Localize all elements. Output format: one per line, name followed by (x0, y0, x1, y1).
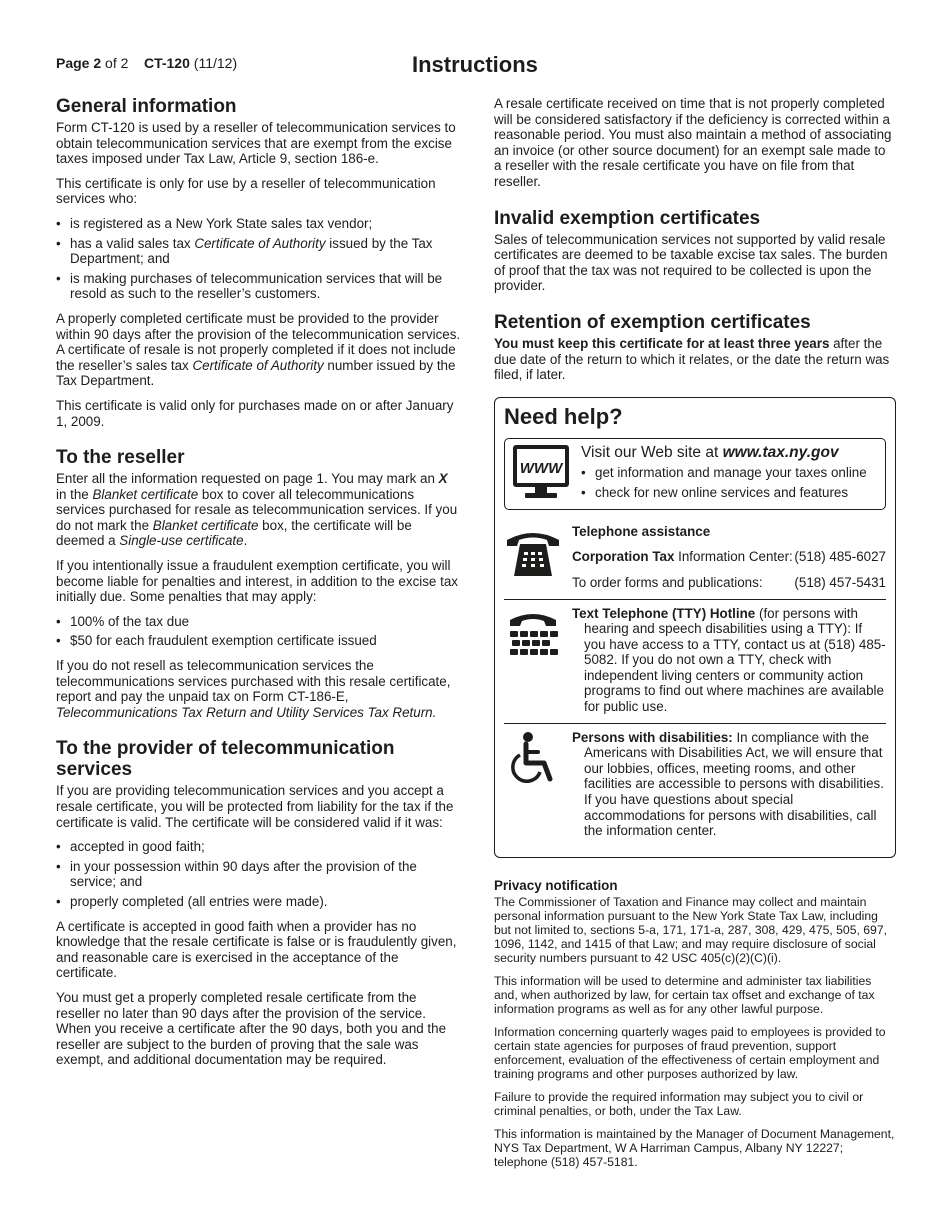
privacy-notification-section (494, 878, 896, 1170)
to-the-reseller-heading: To the reseller (56, 447, 185, 469)
reseller-paragraph-2: If you intentionally issue a fraudulent exemption certificate, you will become liable for penalties and interest, in addition to the excise tax initially due. Some penalties that may apply: (56, 558, 458, 605)
validity-list (56, 839, 461, 909)
need-help-box (494, 397, 896, 858)
reseller-paragraph-3: If you do not resell as telecommunication services the telecommunications services purchased with this resale certificate, report and pay the unpaid tax on Form CT-186-E, Telecommunications Tax Return and Utility Services Tax Return. (56, 658, 451, 720)
left-column (56, 96, 461, 1086)
page-title: Instructions (412, 52, 538, 77)
retention-paragraph: You must keep this certificate for at least three years after the due date of the return to which it relates, or the date the return was filed, if later. (494, 335, 890, 383)
need-help-title: Need help? (504, 403, 623, 429)
website-link[interactable]: www.tax.ny.gov (722, 443, 839, 461)
provider-paragraph-1: If you are providing telecommunication services and you accept a resale certificate, you will be protected from liability for the tax if the certificate is valid. The certificate will be considered valid if it was: (56, 783, 454, 830)
invalid-exemption-heading: Invalid exemption certificates (494, 207, 761, 229)
invalid-exemption-paragraph: Sales of telecommunication services not supported by valid resale certificates are deemed to be taxable excise tax sales. The burden of proof that the tax was not required to be collected is upon the provider. (494, 231, 888, 294)
list-item: • $50 for each fraudulent exemption certificate issued (56, 633, 461, 649)
general-paragraph-3: A properly completed certificate must be provided to the provider within 90 days after the provision of the telecommunication services. A certificate of resale is not properly completed if it does not include the reseller’s sales tax Certificate of Authority number issued by the Tax Department. (56, 310, 461, 389)
disabilities-text: Persons with disabilities: In compliance with the Americans with Disabilities Act, we will ensure that our lobbies, offices, meeting rooms, and other facilities are accessible to persons with disabilities. If you have questions about special accommodations for persons with disabilities, call the information center. (572, 729, 884, 839)
general-paragraph-1: Form CT-120 is used by a reseller of telecommunication services to obtain telecommunication services that are exempt from the excise taxes imposed under Tax Law, Article 9, section 186-e. (56, 120, 456, 167)
privacy-paragraph-1: The Commissioner of Taxation and Finance may collect and maintain personal information pursuant to the New York State Tax Law, including but not limited to, sections 5-a, 171, 171-a, 287, 308, 429, 475, 505, 697, 1096, 1142, and 1415 of that Law; and may require disclosure of social security numbers pursuant to 42 USC 405(c)(2)(C)(i). (494, 895, 887, 966)
page-number: 2 (93, 55, 102, 71)
tty-icon (504, 606, 562, 662)
list-item: • is making purchases of telecommunication services that will be resold as such to the reseller’s customers. (56, 271, 461, 302)
reseller-criteria-list (56, 216, 461, 302)
telephone-icon (504, 524, 562, 580)
list-item: • get information and manage your taxes online (581, 463, 867, 482)
website-features-list (581, 463, 867, 502)
list-item: • is registered as a New York State sales tax vendor; (56, 216, 461, 232)
provider-paragraph-2: A certificate is accepted in good faith when a provider has no knowledge that the resale certificate is false or is fraudulently given, and reasonable care is exercised in the acceptance of the certificate. (56, 918, 457, 981)
computer-monitor-icon (511, 443, 571, 501)
general-information-heading: General information (56, 96, 237, 117)
invalid-exemption-section (494, 208, 896, 294)
telephone-assistance-heading: Telephone assistance (572, 523, 711, 539)
www-icon-text: WWW (519, 459, 563, 477)
reseller-paragraph-1: Enter all the information requested on page 1. You may mark an X in the Blanket certificate box to cover all telecommunications services purchased for resale as telecommunication services. If you do not mark the Blanket certificate box, the certificate will be deemed a Single-use certificate. (56, 471, 458, 549)
form-id: CT-120 (143, 55, 190, 71)
list-item: • 100% of the tax due (56, 614, 461, 630)
privacy-paragraph-2: This information will be used to determine and administer tax liabilities and, when authorized by law, for certain tax offset and exchange of tax information programs as well as for any other lawful purpose. (494, 974, 875, 1017)
privacy-paragraph-5: This information is maintained by the Manager of Document Management, NYS Tax Department, W A Harriman Campus, Albany NY 12227; telephone (518) 457-5181. (494, 1127, 895, 1170)
corporation-tax-line: Corporation Tax Information Center: (518) 485-6027 (572, 549, 886, 565)
website-text (581, 443, 867, 503)
tty-hotline-row (504, 599, 886, 723)
provider-paragraph-3: You must get a properly completed resale certificate from the reseller no later than 90 days after the provision of the service. When you receive a certificate after the 90 days, both you and the reseller are subject to the burden of proving that the sale was exempt, and additional documentation may be required. (56, 989, 447, 1068)
wheelchair-icon (504, 730, 562, 786)
general-information-section (56, 96, 461, 429)
to-the-provider-heading: To the provider of telecommunication services (56, 738, 395, 781)
to-the-provider-section (56, 738, 461, 1068)
page-label: Page (56, 55, 90, 71)
right-column (494, 96, 896, 1178)
corporation-tax-phone: (518) 485-6027 (794, 549, 886, 565)
general-paragraph-4: This certificate is valid only for purchases made on or after January 1, 2009. (56, 397, 454, 429)
tty-hotline-text: Text Telephone (TTY) Hotline (for persons with hearing and speech disabilities using a TTY): If you have access to a TTY, contact us at (518) 485-5082. If you do not own a TTY, check with independent living centers or community action programs to find out where machines are available for public use. (572, 605, 886, 715)
resale-certificate-paragraph: A resale certificate received on time that is not properly completed will be considered satisfactory if the deficiency is corrected within a reasonable period. You must also maintain a method of associating an invoice (or other source document) for an exempt sale made to a reseller with the resale certificate you have on file from that reseller. (494, 96, 892, 189)
privacy-paragraph-3: Information concerning quarterly wages paid to employees is provided to certain state agencies for purposes of fraud prevention, support enforcement, evaluation of the effectiveness of certain employment and training programs and other purposes authorized by law. (494, 1025, 886, 1082)
forms-phone: (518) 457-5431 (794, 574, 886, 590)
page-identifier (56, 55, 237, 71)
form-date: (11/12) (193, 55, 238, 71)
general-paragraph-2: This certificate is only for use by a reseller of telecommunication services who: (56, 175, 436, 207)
list-item: • has a valid sales tax Certificate of Authority issued by the Tax Department; and (56, 236, 461, 267)
website-box (504, 438, 886, 510)
page-of: of 2 (105, 55, 129, 71)
retention-section (494, 312, 896, 383)
to-the-reseller-section (56, 447, 461, 720)
list-item: • accepted in good faith; (56, 839, 461, 855)
telephone-assistance-row (504, 518, 886, 599)
visit-website-line: Visit our Web site at www.tax.ny.gov (581, 443, 839, 461)
disabilities-row (504, 723, 886, 847)
penalties-list (56, 614, 461, 649)
list-item: • in your possession within 90 days after the provision of the service; and (56, 859, 461, 890)
privacy-paragraph-4: Failure to provide the required information may subject you to civil or criminal penalties, or both, under the Tax Law. (494, 1090, 864, 1119)
list-item: • properly completed (all entries were made). (56, 894, 461, 910)
retention-heading: Retention of exemption certificates (494, 311, 811, 333)
privacy-notification-heading: Privacy notification (494, 877, 618, 893)
forms-publications-line: To order forms and publications: (518) 457-5431 (572, 574, 886, 590)
list-item: • check for new online services and features (581, 483, 867, 502)
